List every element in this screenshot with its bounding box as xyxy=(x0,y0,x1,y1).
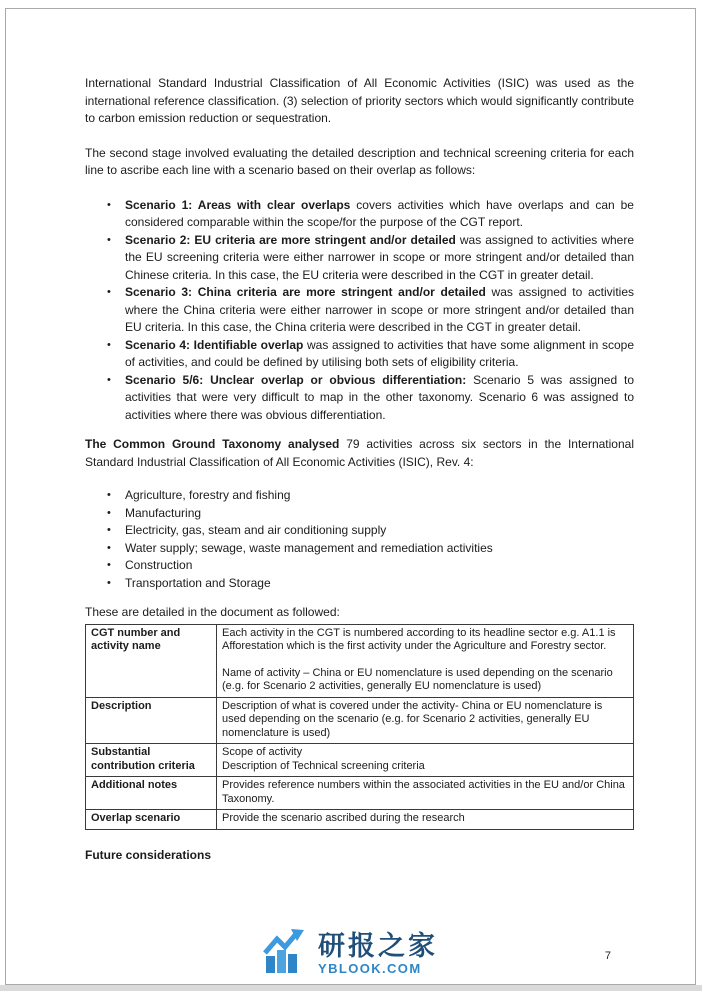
bullet-icon: • xyxy=(107,373,111,386)
list-item-scenario-4 xyxy=(85,337,634,372)
page-edge-shadow xyxy=(0,985,702,991)
paragraph-second-stage: The second stage involved evaluating the detailed description and technical screening criteria for each line to ascribe each line with a scenario based on their overlap as follows: xyxy=(85,145,634,177)
cell-paragraph: Description of Technical screening criteria xyxy=(222,759,425,772)
cell-paragraph: Provides reference numbers within the associated activities in the EU and/or China Taxonomy. xyxy=(222,779,625,805)
sector-label: Construction xyxy=(125,558,193,572)
future-considerations-heading: Future considerations xyxy=(85,847,212,862)
logo-chart-icon xyxy=(263,929,309,978)
list-item-scenario-5-6 xyxy=(85,372,634,425)
bullet-icon: • xyxy=(107,489,111,501)
scenario-5-6-body: Scenario 5 was assigned to activities that were very difficult to map in the other taxonomy. Scenario 6 was assigned to activities where there was obvious differentiation. xyxy=(125,372,635,422)
row-label: Additional notes xyxy=(86,777,217,810)
bullet-icon: • xyxy=(107,506,111,519)
sector-label: Manufacturing xyxy=(125,505,202,520)
list-item-sector xyxy=(85,522,634,540)
row-content xyxy=(217,744,634,777)
list-item-scenario-1 xyxy=(85,197,634,232)
sector-label: Electricity, gas, steam and air conditioning supply xyxy=(125,523,387,537)
scenario-2-bold: Scenario 2: EU criteria are more stringent and/or detailed xyxy=(125,232,456,247)
table-intro: These are detailed in the document as followed: xyxy=(85,605,340,619)
scenario-4-text xyxy=(125,337,634,372)
list-item-scenario-3 xyxy=(85,284,634,337)
scenario-5-6-bold: Scenario 5/6: Unclear overlap or obvious differentiation: xyxy=(125,372,467,387)
scenario-3-body: was assigned to activities where the China criteria were either narrower in scope or more stringent and/or detailed than EU criteria. In this case, the China criteria were described in the CGT in greater detail. xyxy=(125,285,634,334)
bullet-icon: • xyxy=(107,576,111,589)
footer-watermark xyxy=(6,929,695,978)
logo-wordmark xyxy=(318,932,438,976)
scenario-2-body: was assigned to activities where the EU screening criteria were either narrower in scope or more stringent and/or detailed than Chinese criteria. In this case, the EU criteria were described in the CGT in greater detail. xyxy=(125,232,634,282)
scenario-2-text xyxy=(125,232,634,285)
list-item-sector xyxy=(85,540,634,558)
scenario-1-bold: Scenario 1: Areas with clear overlaps xyxy=(125,197,351,212)
scenario-1-body: covers activities which have overlaps and can be considered comparable within the scope/for the purpose of the CGT report. xyxy=(125,197,634,229)
table-row-description xyxy=(86,697,634,744)
cell-paragraph: Scope of activity xyxy=(222,746,303,758)
paragraph-isic: International Standard Industrial Classification of All Economic Activities (ISIC) was used as the international reference classification. (3) selection of priority sectors which would significantly contribute to carbon emission reduction or sequestration. xyxy=(85,76,634,125)
row-content xyxy=(217,777,634,810)
bullet-icon: • xyxy=(107,233,111,246)
document-page xyxy=(5,8,696,985)
cell-paragraph: Name of activity – China or EU nomenclature is used depending on the scenario (e.g. for Scenario 2 activities, generally EU nomenclature is used) xyxy=(222,666,613,692)
bullet-icon: • xyxy=(107,338,111,351)
scenario-3-text xyxy=(125,284,634,337)
table-row-additional-notes xyxy=(86,777,634,810)
list-item-sector xyxy=(85,557,634,575)
scenario-5-6-text xyxy=(125,372,634,425)
cell-paragraph: Provide the scenario ascribed during the research xyxy=(222,812,465,824)
row-label: Description xyxy=(86,697,217,744)
table-row-cgt-number xyxy=(86,624,634,697)
table-row-substantial-contribution xyxy=(86,744,634,777)
row-label: CGT number and activity name xyxy=(86,624,217,697)
page-body xyxy=(85,75,634,876)
bullet-icon: • xyxy=(107,286,111,298)
sector-label: Water supply; sewage, waste management and remediation activities xyxy=(125,540,493,555)
row-content xyxy=(217,697,634,744)
bullet-icon: • xyxy=(107,198,111,211)
cgt-body: 79 activities across six sectors in the International Standard Industrial Classification of All Economic Activities (ISIC), Rev. 4: xyxy=(85,437,634,469)
row-content xyxy=(217,810,634,830)
table-row-overlap-scenario xyxy=(86,810,634,830)
bullet-icon: • xyxy=(107,559,111,571)
logo-chinese-name: 研报之家 xyxy=(318,930,438,961)
bullet-icon: • xyxy=(107,524,111,536)
row-label: Substantial contribution criteria xyxy=(86,744,217,777)
scenario-list xyxy=(85,197,634,425)
sector-label: Transportation and Storage xyxy=(125,575,271,590)
page-number: 7 xyxy=(604,950,611,962)
list-item-sector xyxy=(85,505,634,523)
sector-list xyxy=(85,487,634,592)
cgt-bold: The Common Ground Taxonomy analysed xyxy=(85,437,340,451)
paragraph-cgt-analysed xyxy=(85,436,634,471)
scenario-3-bold: Scenario 3: China criteria are more stringent and/or detailed xyxy=(125,285,486,299)
scenario-1-text xyxy=(125,197,634,232)
cell-paragraph: Each activity in the CGT is numbered according to its headline sector e.g. A1.1 is Afforestation which is the first activity under the Agriculture and Forestry sector. xyxy=(222,626,616,652)
scenario-4-bold: Scenario 4: Identifiable overlap xyxy=(125,337,304,352)
logo-domain: YBLOOK.COM xyxy=(318,960,422,976)
bullet-icon: • xyxy=(107,541,111,554)
list-item-sector xyxy=(85,575,634,593)
legend-table xyxy=(85,624,634,830)
sector-label: Agriculture, forestry and fishing xyxy=(125,488,291,502)
row-label: Overlap scenario xyxy=(86,810,217,830)
scenario-4-body: was assigned to activities that have some alignment in scope of activities, and could be defined by utilising both sets of eligibility criteria. xyxy=(125,337,635,369)
cell-paragraph: Description of what is covered under the activity- China or EU nomenclature is used depending on the scenario (e.g. for Scenario 2 activities, generally EU nomenclature is used) xyxy=(222,699,603,739)
list-item-sector xyxy=(85,487,634,505)
row-content xyxy=(217,624,634,697)
list-item-scenario-2 xyxy=(85,232,634,285)
